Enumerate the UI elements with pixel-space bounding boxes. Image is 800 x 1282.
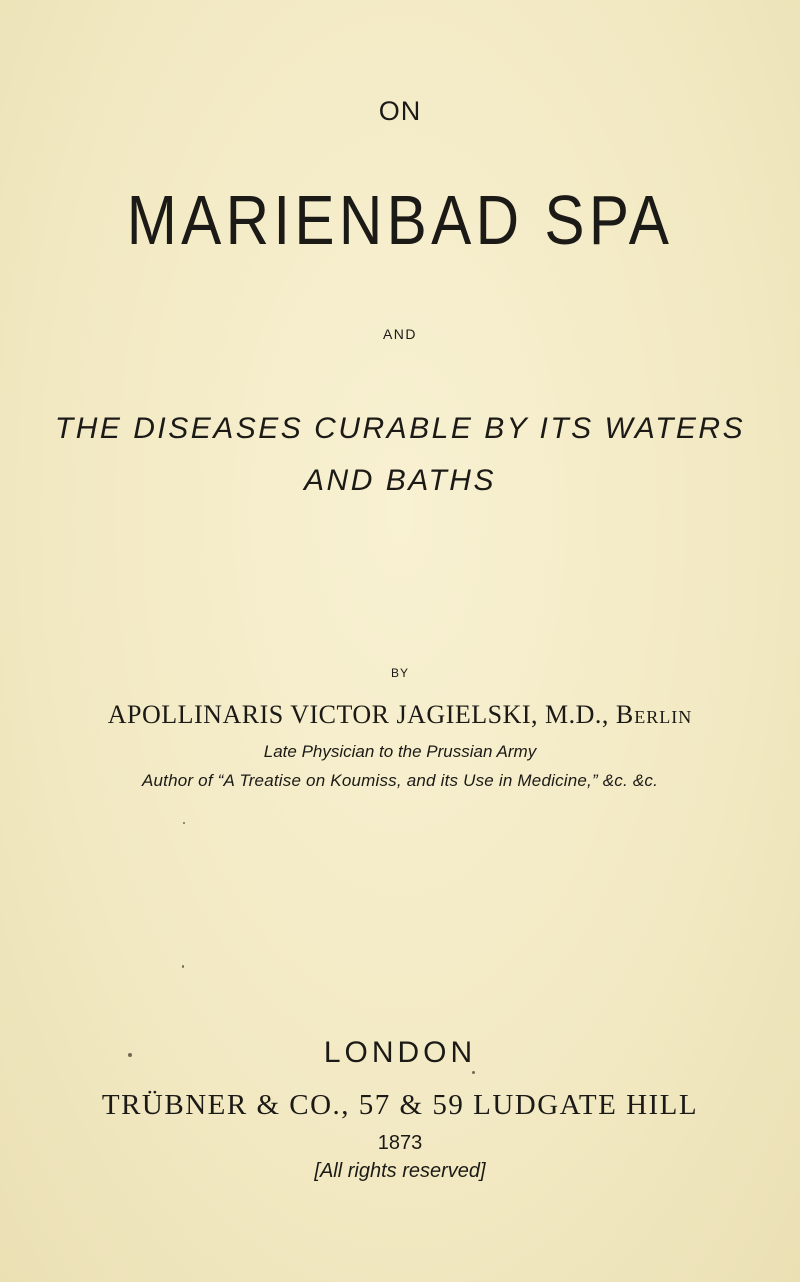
- author-place: Berlin: [615, 700, 693, 729]
- imprint-publisher: TRÜBNER & CO., 57 & 59 LUDGATE HILL: [101, 1089, 699, 1121]
- author-name: APOLLINARIS VICTOR JAGIELSKI, M.D.,: [107, 700, 609, 729]
- subtitle-line-1: THE DISEASES CURABLE BY ITS WATERS: [54, 412, 746, 445]
- subtitle-line-2: AND BATHS: [304, 464, 496, 497]
- author-role: Late Physician to the Prussian Army: [263, 742, 537, 761]
- byline-by: BY: [390, 666, 409, 680]
- main-title: MARIENBAD SPA: [126, 181, 674, 259]
- paper-speck: [183, 822, 185, 824]
- paper-speck: [472, 1071, 475, 1074]
- paper-speck: [128, 1053, 132, 1057]
- paper-speck: [182, 965, 184, 968]
- rights-notice: [All rights reserved]: [314, 1160, 486, 1182]
- imprint-year: 1873: [377, 1132, 423, 1154]
- conjunction-and: AND: [382, 326, 418, 342]
- imprint-city: LONDON: [323, 1036, 477, 1069]
- title-prefix: ON: [378, 96, 422, 126]
- author-works: Author of “A Treatise on Koumiss, and its Use in Medicine,” &c. &c.: [141, 771, 659, 790]
- author-line: [0, 700, 800, 730]
